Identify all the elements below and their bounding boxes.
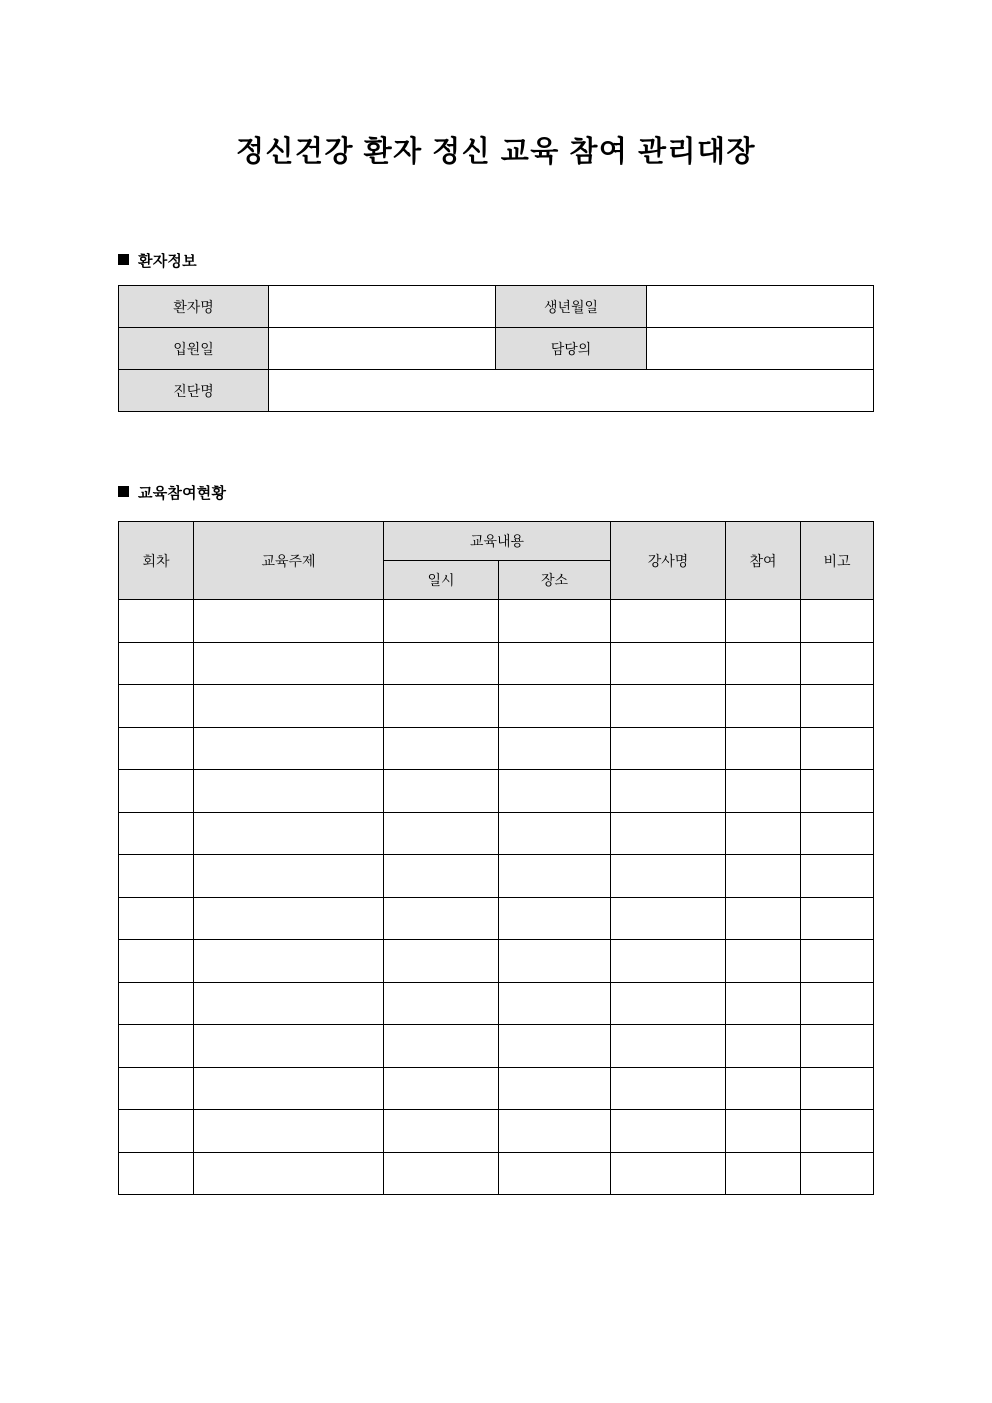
cell-datetime[interactable] [384,1110,499,1153]
table-row [119,600,874,643]
column-header-content-place: 장소 [499,561,611,600]
cell-topic[interactable] [194,897,384,940]
column-header-session: 회차 [119,522,194,600]
cell-remarks[interactable] [801,897,874,940]
section-heading-education-status [118,482,226,503]
table-row [119,1067,874,1110]
cell-attendance[interactable] [726,855,801,898]
table-row [119,727,874,770]
cell-place[interactable] [499,1110,611,1153]
cell-instructor[interactable] [611,1025,726,1068]
section-heading-education-status-label: 교육참여현황 [138,485,227,502]
cell-datetime[interactable] [384,1025,499,1068]
cell-remarks[interactable] [801,1110,874,1153]
cell-session[interactable] [119,1110,194,1153]
cell-attendance[interactable] [726,642,801,685]
diagnosis-value[interactable] [269,370,874,412]
doctor-label: 담당의 [496,328,647,370]
table-header-row-top [119,522,874,561]
cell-place[interactable] [499,1025,611,1068]
table-row [119,642,874,685]
cell-place[interactable] [499,940,611,983]
cell-place[interactable] [499,685,611,728]
cell-attendance[interactable] [726,600,801,643]
table-row [119,685,874,728]
cell-session[interactable] [119,642,194,685]
education-table-body [119,600,874,1195]
cell-remarks[interactable] [801,982,874,1025]
cell-session[interactable] [119,770,194,813]
cell-topic[interactable] [194,1025,384,1068]
cell-place[interactable] [499,982,611,1025]
table-row [119,982,874,1025]
cell-instructor[interactable] [611,897,726,940]
cell-remarks[interactable] [801,1152,874,1195]
cell-datetime[interactable] [384,1152,499,1195]
cell-session[interactable] [119,940,194,983]
cell-attendance[interactable] [726,940,801,983]
cell-attendance[interactable] [726,685,801,728]
table-row [119,897,874,940]
cell-place[interactable] [499,812,611,855]
cell-topic[interactable] [194,812,384,855]
cell-session[interactable] [119,600,194,643]
table-row [119,812,874,855]
cell-datetime[interactable] [384,940,499,983]
cell-attendance[interactable] [726,1110,801,1153]
table-row [119,286,874,328]
cell-remarks[interactable] [801,1025,874,1068]
cell-attendance[interactable] [726,897,801,940]
cell-session[interactable] [119,685,194,728]
cell-instructor[interactable] [611,600,726,643]
cell-session[interactable] [119,1067,194,1110]
cell-remarks[interactable] [801,685,874,728]
cell-datetime[interactable] [384,770,499,813]
cell-attendance[interactable] [726,1025,801,1068]
cell-attendance[interactable] [726,812,801,855]
table-row [119,940,874,983]
page-title: 정신건강 환자 정신 교육 참여 관리대장 [235,136,756,168]
cell-datetime[interactable] [384,812,499,855]
cell-topic[interactable] [194,770,384,813]
cell-instructor[interactable] [611,812,726,855]
cell-instructor[interactable] [611,1067,726,1110]
cell-datetime[interactable] [384,982,499,1025]
birth-date-label: 생년월일 [496,286,647,328]
cell-datetime[interactable] [384,727,499,770]
table-row [119,855,874,898]
cell-session[interactable] [119,812,194,855]
cell-datetime[interactable] [384,897,499,940]
cell-topic[interactable] [194,727,384,770]
table-row [119,770,874,813]
cell-instructor[interactable] [611,685,726,728]
cell-topic[interactable] [194,600,384,643]
column-header-attendance: 참여 [726,522,801,600]
cell-remarks[interactable] [801,855,874,898]
cell-attendance[interactable] [726,1152,801,1195]
cell-datetime[interactable] [384,642,499,685]
patient-info-table [118,285,874,412]
cell-place[interactable] [499,1152,611,1195]
cell-session[interactable] [119,897,194,940]
cell-topic[interactable] [194,982,384,1025]
table-row [119,1110,874,1153]
cell-topic[interactable] [194,685,384,728]
cell-instructor[interactable] [611,642,726,685]
diagnosis-label: 진단명 [119,370,269,412]
table-row [119,328,874,370]
cell-instructor[interactable] [611,727,726,770]
column-header-content-datetime: 일시 [384,561,499,600]
table-row [119,1152,874,1195]
section-heading-patient-info [118,250,197,271]
table-row [119,1025,874,1068]
cell-datetime[interactable] [384,855,499,898]
cell-datetime[interactable] [384,1067,499,1110]
cell-instructor[interactable] [611,1110,726,1153]
column-header-content-group: 교육내용 [384,522,611,561]
cell-attendance[interactable] [726,727,801,770]
cell-topic[interactable] [194,1067,384,1110]
cell-session[interactable] [119,982,194,1025]
table-row [119,370,874,412]
cell-place[interactable] [499,600,611,643]
cell-place[interactable] [499,727,611,770]
cell-instructor[interactable] [611,982,726,1025]
cell-datetime[interactable] [384,600,499,643]
cell-instructor[interactable] [611,770,726,813]
cell-datetime[interactable] [384,685,499,728]
filled-square-bullet-icon [118,486,129,497]
cell-topic[interactable] [194,1110,384,1153]
column-header-topic: 교육주제 [194,522,384,600]
cell-session[interactable] [119,1025,194,1068]
cell-remarks[interactable] [801,770,874,813]
cell-attendance[interactable] [726,982,801,1025]
cell-session[interactable] [119,1152,194,1195]
cell-session[interactable] [119,727,194,770]
doctor-value[interactable] [647,328,874,370]
cell-remarks[interactable] [801,812,874,855]
column-header-remarks: 비고 [801,522,874,600]
cell-place[interactable] [499,1067,611,1110]
cell-place[interactable] [499,855,611,898]
cell-remarks[interactable] [801,642,874,685]
cell-topic[interactable] [194,940,384,983]
cell-instructor[interactable] [611,855,726,898]
cell-topic[interactable] [194,642,384,685]
cell-instructor[interactable] [611,1152,726,1195]
cell-place[interactable] [499,770,611,813]
cell-place[interactable] [499,897,611,940]
admission-date-label: 입원일 [119,328,269,370]
cell-attendance[interactable] [726,770,801,813]
birth-date-value[interactable] [647,286,874,328]
cell-topic[interactable] [194,1152,384,1195]
cell-session[interactable] [119,855,194,898]
cell-remarks[interactable] [801,1067,874,1110]
cell-remarks[interactable] [801,727,874,770]
section-heading-patient-info-label: 환자정보 [138,253,197,270]
cell-place[interactable] [499,642,611,685]
cell-instructor[interactable] [611,940,726,983]
education-participation-table [118,521,874,1195]
filled-square-bullet-icon [118,254,129,265]
admission-date-value[interactable] [269,328,496,370]
cell-topic[interactable] [194,855,384,898]
patient-name-value[interactable] [269,286,496,328]
cell-attendance[interactable] [726,1067,801,1110]
cell-remarks[interactable] [801,600,874,643]
cell-remarks[interactable] [801,940,874,983]
patient-name-label: 환자명 [119,286,269,328]
column-header-instructor: 강사명 [611,522,726,600]
